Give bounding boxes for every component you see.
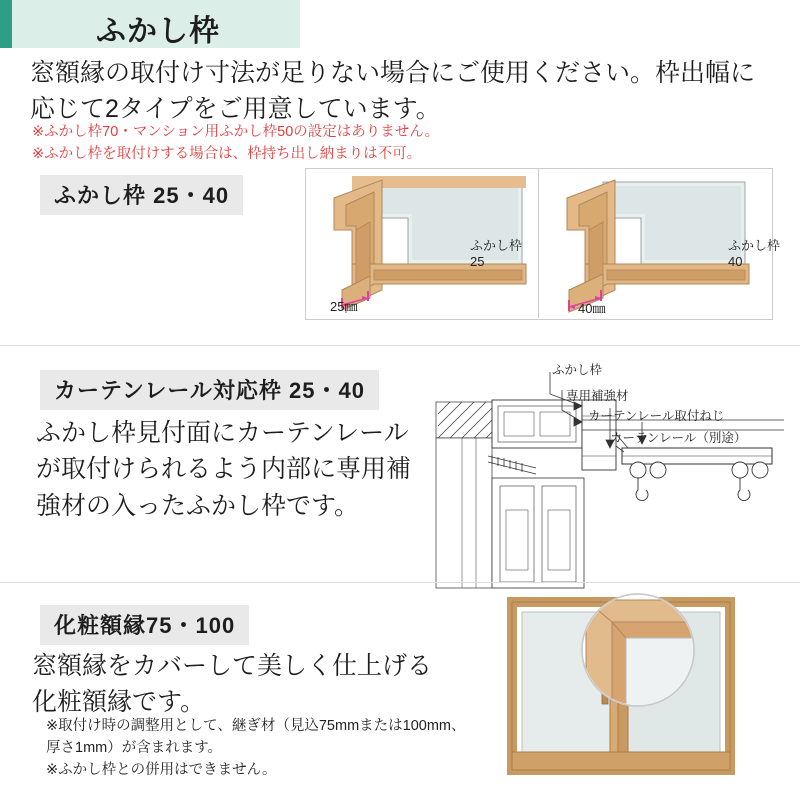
callout-fukashi-waku: ふかし枠 [552, 363, 603, 377]
fukashi-25-caption-line2: 25 [470, 254, 485, 270]
section2-body: ふかし枠見付面にカーテンレールが取付けられるよう内部に専用補強材の入ったふかし枠です。 [36, 419, 412, 520]
fukashi-25-caption-line1: ふかし枠 [470, 238, 523, 253]
section3-label: 化粧額縁75・100 [40, 605, 249, 645]
divider-1 [0, 345, 800, 346]
intro-note-2: ※ふかし枠を取付けする場合は、枠持ち出し納まりは不可。 [32, 146, 422, 162]
intro-note-1: ※ふかし枠70・マンション用ふかし枠50の設定はありません。 [32, 124, 440, 140]
page-header [0, 0, 800, 48]
fukashi-40-caption-line2: 40 [728, 254, 743, 270]
callout-curtain-rail: カーテンレール（別途） [610, 431, 747, 445]
keshou-gakubuchi-illustration [490, 592, 790, 792]
callout-reinforcement: 専用補強材 [566, 389, 629, 403]
fukashi-40-caption-line1: ふかし枠 [728, 238, 781, 253]
section2-label: カーテンレール対応枠 25・40 [40, 370, 379, 410]
callout-rail-screw: カーテンレール取付ねじ [588, 409, 725, 423]
fukashi-25-dimension: 25㎜ [330, 299, 358, 314]
fukashi-40-caption [728, 238, 780, 271]
divider-2 [0, 582, 800, 583]
section3-note-1: ※取付け時の調整用として、継ぎ材（見込75mmまたは100mm、厚さ1mm）が含まれます。 [46, 718, 466, 756]
fukashi-25-caption [470, 238, 522, 271]
page-title: ふかし枠 [96, 15, 220, 48]
section3-body: 窓額縁をカバーして美しく仕上げる化粧額縁です。 [32, 652, 433, 717]
section3-note-2: ※ふかし枠との併用はできません。 [46, 762, 277, 778]
header-accent-bar [0, 0, 12, 48]
section1-figure-divider [538, 168, 539, 318]
fukashi-40-dimension: 40㎜ [578, 301, 606, 316]
section1-label: ふかし枠 25・40 [40, 175, 243, 215]
intro-text: 窓額縁の取付け寸法が足りない場合にご使用ください。枠出幅に応じて2タイプをご用意しています。 [30, 59, 756, 123]
